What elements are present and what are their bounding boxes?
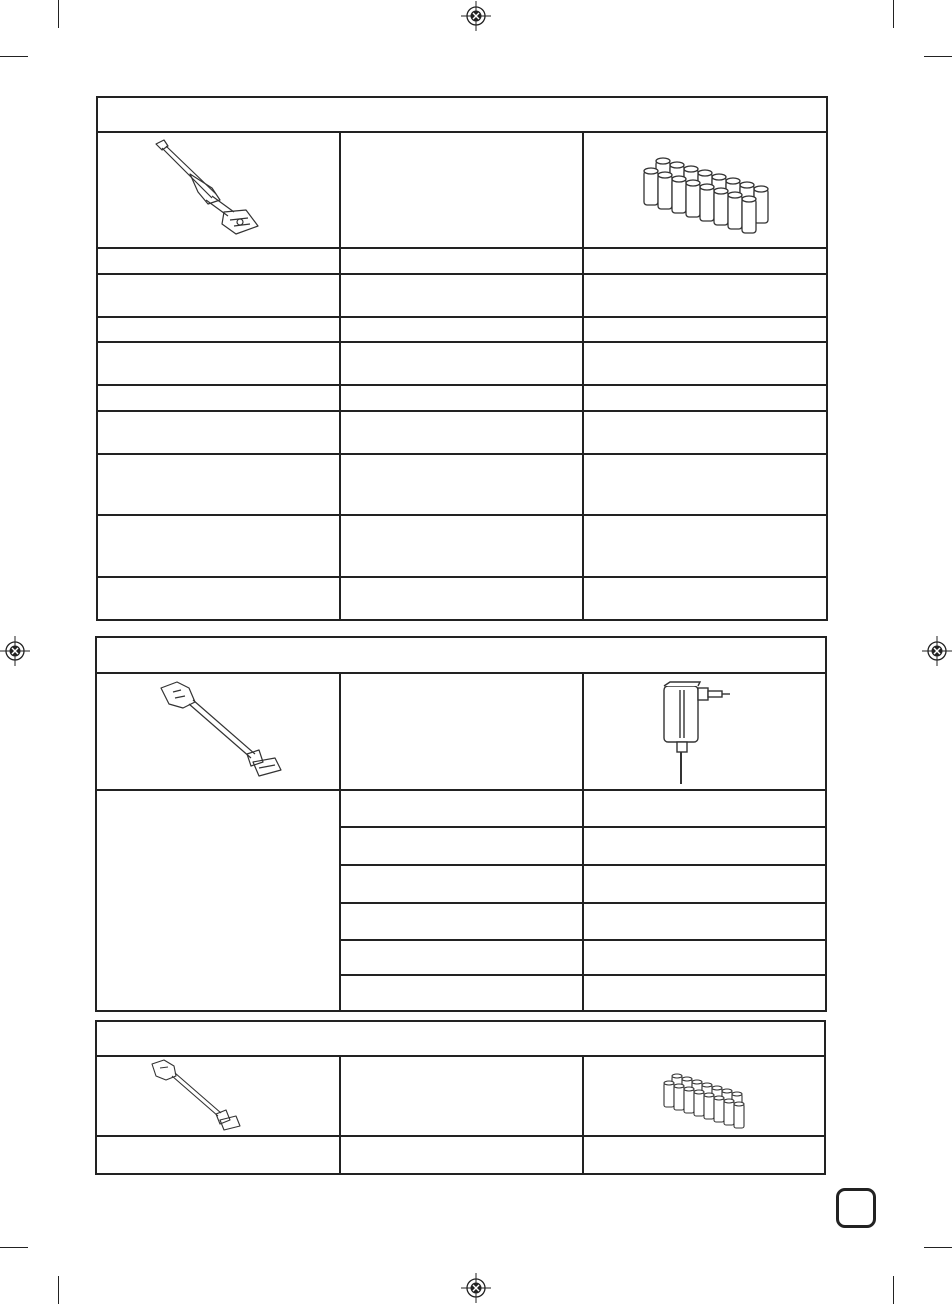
page-number-box <box>836 1188 876 1228</box>
table-col-divider <box>339 672 341 1012</box>
table-row-divider <box>96 514 828 516</box>
vacuum-cleaner-icon <box>155 678 285 782</box>
table-row-divider <box>96 410 828 412</box>
table-row-divider <box>96 576 828 578</box>
table-row-divider <box>96 384 828 386</box>
crop-mark <box>58 0 59 28</box>
crop-mark <box>0 56 28 57</box>
table-row-divider <box>96 273 828 275</box>
crop-mark <box>924 56 952 57</box>
battery-pack-icon <box>640 155 770 235</box>
power-adapter-icon <box>650 680 740 786</box>
registration-mark-icon <box>922 636 952 666</box>
table-row-divider <box>96 316 828 318</box>
registration-mark-icon <box>0 636 30 666</box>
crop-mark <box>0 1247 28 1248</box>
table-row-divider <box>95 1135 826 1137</box>
table-col-divider <box>582 131 584 621</box>
battery-pack-icon <box>660 1072 752 1130</box>
table-col-divider <box>339 131 341 621</box>
table-row-divider <box>96 341 828 343</box>
crop-mark <box>58 1276 59 1304</box>
crop-mark <box>893 0 894 28</box>
table-row-divider <box>95 1055 826 1057</box>
registration-mark-icon <box>461 1 491 31</box>
table-col-divider <box>339 1055 341 1175</box>
crop-mark <box>924 1247 952 1248</box>
table-row-divider <box>95 789 827 791</box>
table-col-divider <box>582 672 584 1012</box>
vacuum-cleaner-icon <box>150 138 280 242</box>
vacuum-cleaner-icon <box>148 1058 244 1134</box>
table-row-divider <box>96 247 828 249</box>
table-row-divider <box>96 131 828 133</box>
registration-mark-icon <box>461 1273 491 1303</box>
table-row-divider <box>96 453 828 455</box>
table-row-divider <box>95 672 827 674</box>
table-col-divider <box>582 1055 584 1175</box>
crop-mark <box>893 1276 894 1304</box>
